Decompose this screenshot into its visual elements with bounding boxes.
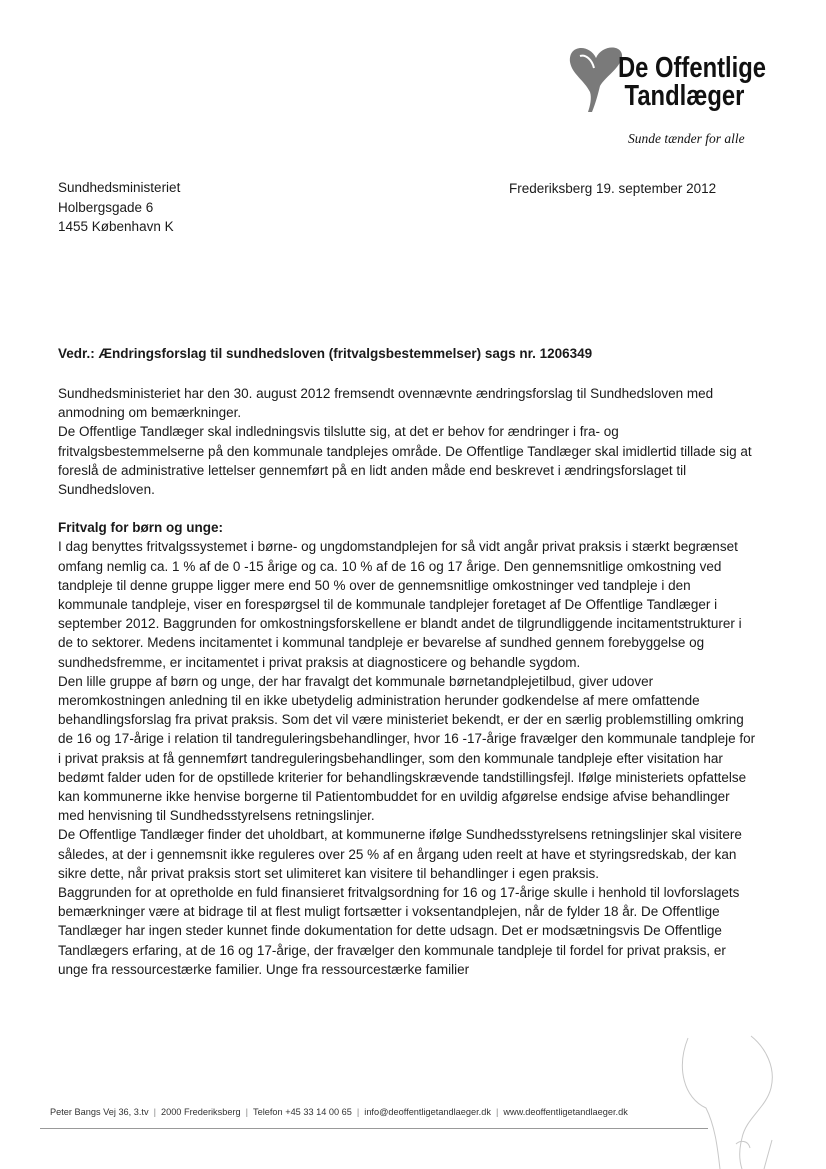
logo [566, 40, 796, 150]
footer-email: info@deoffentligetandlaeger.dk [364, 1107, 491, 1117]
footer-separator: | [356, 1107, 360, 1117]
letter-body [58, 384, 758, 979]
heart-tooth-icon [566, 40, 626, 115]
recipient-street: Holbergsgade 6 [58, 199, 154, 215]
letter-subject: Vedr.: Ændringsforslag til sundhedsloven (fritvalgsbestemmelser) sags nr. 1206349 [58, 346, 593, 361]
footer-address: Peter Bangs Vej 36, 3.tv [50, 1107, 149, 1117]
footer-phone: Telefon +45 33 14 00 65 [253, 1107, 352, 1117]
recipient-city: 1455 København K [58, 219, 174, 234]
letter-date: Frederiksberg 19. september 2012 [509, 181, 717, 196]
footer-web: www.deoffentligetandlaeger.dk [503, 1107, 628, 1117]
paragraph-intro: Sundhedsministeriet har den 30. august 2012 fremsendt ovennævnte ændringsforslag til Sundhedsloven med anmodning om bemærkninger. [58, 386, 714, 421]
logo-name-line2: Tandlæger [624, 80, 745, 112]
paragraph-current-use: I dag benyttes fritvalgssystemet i børne- og ungdomstandplejen for så vidt angår privat praksis i stærkt begrænset omfang nemlig ca. 1 % af de 0 -15 årige og ca. 10 % af de 16 og 17 årige. Den gennemsnitlige omkostning ved tandpleje til denne gruppe ligger mere end 50 % over de gennemsnitlige omkostninger ved tandpleje i den kommunale tandpleje, viser en forespørgsel til de kommunale tandplejer foretaget af De Offentlige Tandlæger i september 2012. Baggrunden for omkostningsforskellene er blandt andet de tilgrundliggende incitamentstrukturer i de to sektorer. Medens incitamentet i kommunal tandpleje er bevarelse af sundhed gennem forebyggelse og sundhedsfremme, er incitamentet i privat praksis at diagnosticere og behandle sygdom. [58, 539, 742, 670]
logo-name [618, 52, 766, 112]
footer-separator: | [245, 1107, 249, 1117]
footer [50, 1107, 628, 1117]
logo-tagline: Sunde tænder for alle [628, 131, 745, 146]
footer-city: 2000 Frederiksberg [160, 1107, 241, 1117]
paragraph-background: Baggrunden for at opretholde en fuld finansieret fritvalgsordning for 16 og 17-årige skulle i henhold til lovforslagets bemærkninger være at bidrage til at flest muligt fortsætter i voksentandplejen, når de fylder 18 år. De Offentlige Tandlæger har ingen steder kunnet finde dokumentation for dette udsagn. Det er modsætningsvis De Offentlige Tandlægers erfaring, at de 16 og 17-årige, der fravælger den kommunale tandpleje til fordel for privat praksis, er unge fra ressourcestærke familier. Unge fra ressourcestærke familier [58, 885, 740, 977]
recipient-name: Sundhedsministeriet [58, 180, 181, 195]
paragraph-agreement: De Offentlige Tandlæger skal indledningsvis tilslutte sig, at det er behov for ændringer i fra- og fritvalgsbestemmelserne på den kommunale tandplejes område. De Offentlige Tandlæger skal imidlertid tillade sig at foreslå de administrative lettelser gennemført på en lidt anden måde end beskrevet i ændringsforslaget til Sundhedsloven. [58, 424, 752, 498]
paragraph-small-group: Den lille gruppe af børn og unge, der har fravalgt det kommunale børnetandplejetilbud, giver udover meromkostningen anledning til en ikke ubetydelig administration herunder godkendelse af mere omfattende behandlingsforslag fra privat praksis. Som det vil være ministeriet bekendt, er der en særlig problemstilling omkring de 16 og 17-årige i relation til tandreguleringsbehandlinger, hvor 16 -17-årige fravælger den kommunale tandpleje for i privat praksis at få gennemført tandreguleringsbehandlinger, som den kommunale tandpleje efter visitation har bedømt falder uden for de opstillede kriterier for behandlingskrævende tandstillingsfejl. Ifølge ministeriets opfattelse kan kommunerne ikke henvise borgerne til Patientombuddet for en uvildig afgørelse endsige afvise behandlinger med henvisning til Sundhedsstyrelsens retningslinjer. [58, 673, 756, 824]
footer-separator: | [495, 1107, 499, 1117]
paragraph-visitation: De Offentlige Tandlæger finder det uholdbart, at kommunerne ifølge Sundhedsstyrelsens retningslinjer skal visitere således, at der i gennemsnit ikke reguleres over 25 % af en årgang uden reelt at have et styringsredskab, der kan sikre dette, når privat praksis stort set ulimiteret kan visitere til behandlinger i egen praksis. [58, 827, 742, 881]
section-heading: Fritvalg for børn og unge: [58, 520, 223, 536]
footer-separator: | [153, 1107, 156, 1117]
logo-name-line1: De Offentlige [618, 52, 766, 84]
footer-divider [40, 1128, 708, 1129]
tooth-watermark-icon [676, 1028, 786, 1169]
recipient-address [58, 178, 180, 237]
